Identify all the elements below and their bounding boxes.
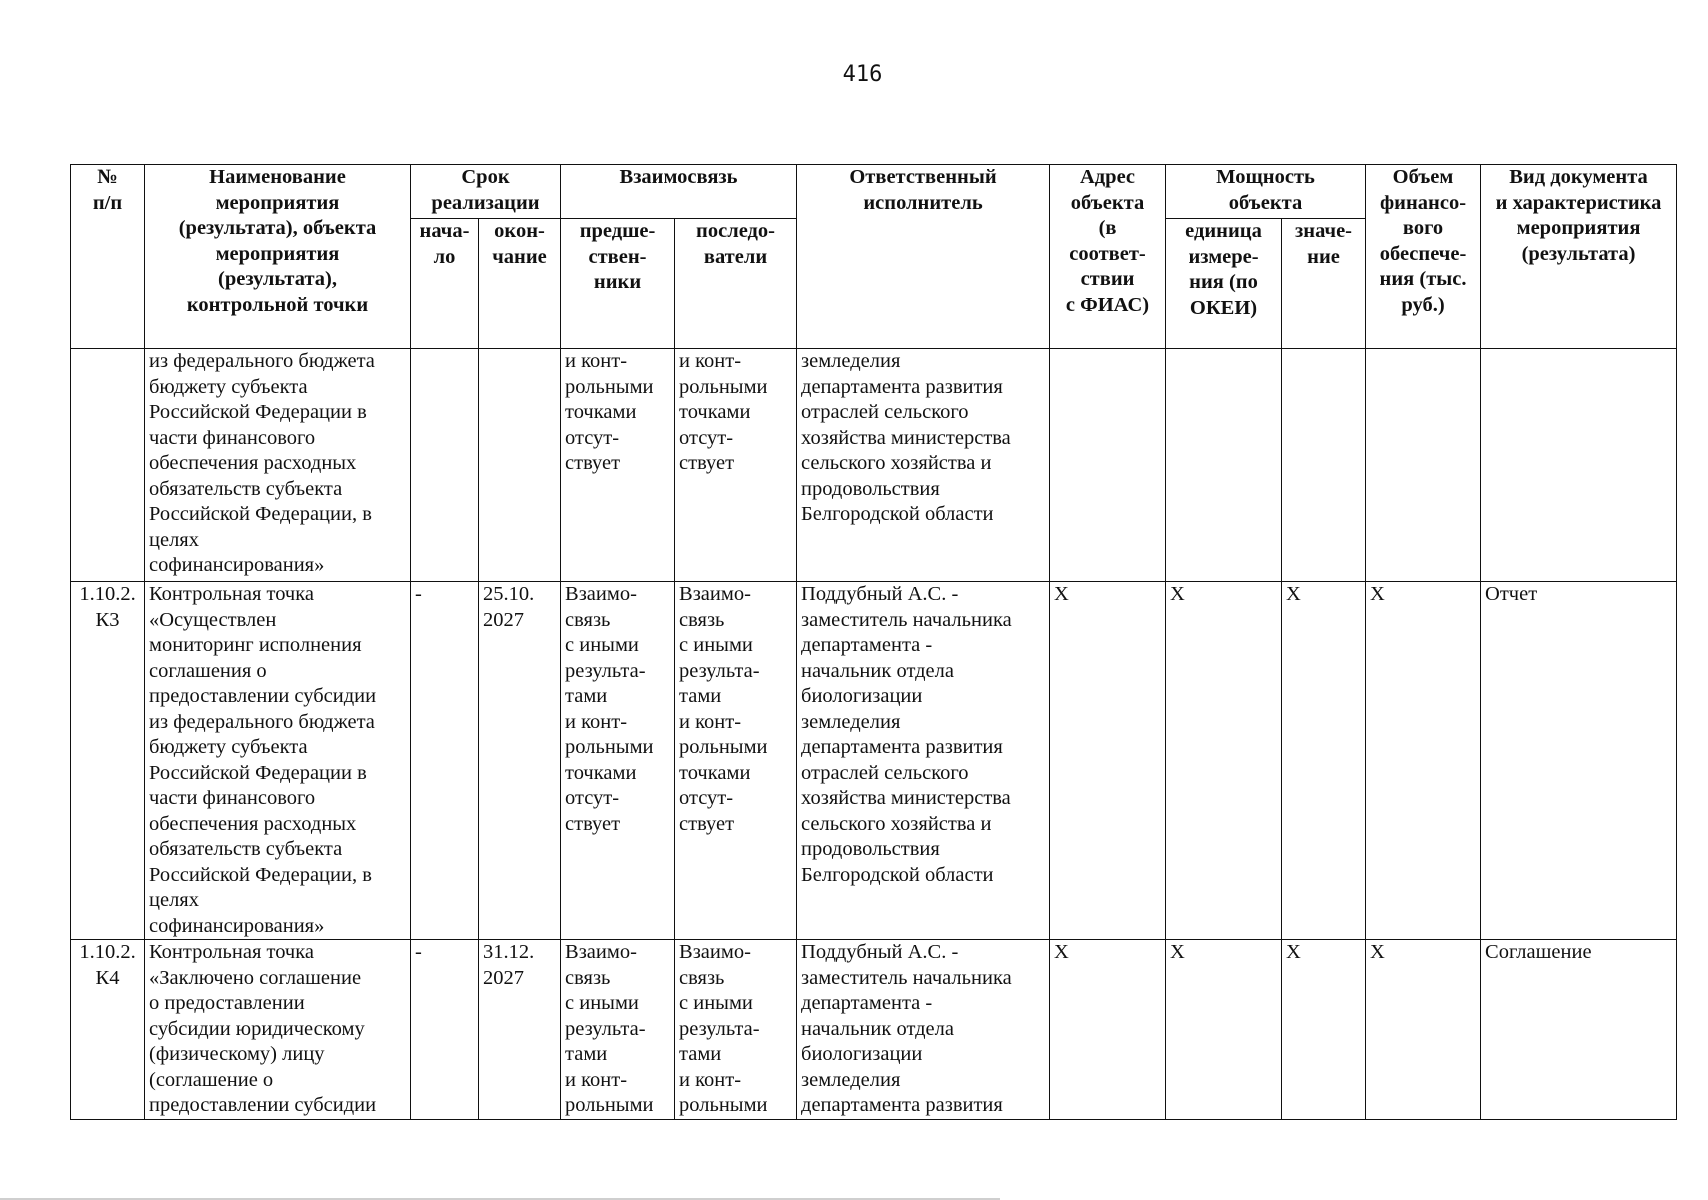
header-term-end: окон- чание xyxy=(479,219,561,349)
cell-prev: Взаимо- связь с иными результа- тами и конт- рольными точками отсут- ствует xyxy=(561,582,675,940)
cell-start: - xyxy=(411,940,479,1120)
header-funding: Объем финансо- вого обеспече- ния (тыс. руб.) xyxy=(1366,165,1481,349)
cell-prev: Взаимо- связь с иными результа- тами и конт- рольными xyxy=(561,940,675,1120)
cell-executor: Поддубный А.С. - заместитель начальника департамента - начальник отдела биологизации земледелия департамента развития отраслей сельского хозяйства министерства сельского хозяйства и продовольствия Белгородской области xyxy=(797,582,1050,940)
cell-name: Контрольная точка «Осуществлен мониторинг исполнения соглашения о предоставлении субсидии из федерального бюджета бюджету субъекта Российской Федерации в части финансового обеспечения расходных обязательств субъекта Российской Федерации, в целях софинансирования» xyxy=(145,582,411,940)
cell-prev: и конт- рольными точками отсут- ствует xyxy=(561,349,675,582)
cell-end: 25.10. 2027 xyxy=(479,582,561,940)
cell-doc: Соглашение xyxy=(1481,940,1677,1120)
header-term: Срок реализации xyxy=(411,165,561,219)
cell-end: 31.12. 2027 xyxy=(479,940,561,1120)
header-link-next: последо- ватели xyxy=(675,219,797,349)
header-capacity: Мощность объекта xyxy=(1166,165,1366,219)
header-address: Адрес объекта (в соответ- ствии с ФИАС) xyxy=(1050,165,1166,349)
cell-doc xyxy=(1481,349,1677,582)
table-row xyxy=(71,582,1677,940)
cell-num: 1.10.2. К4 xyxy=(71,940,145,1120)
cell-num xyxy=(71,349,145,582)
cell-funding: X xyxy=(1366,940,1481,1120)
cell-executor: земледелия департамента развития отраслей сельского хозяйства министерства сельского хозяйства и продовольствия Белгородской области xyxy=(797,349,1050,582)
header-name: Наименование мероприятия (результата), объекта мероприятия (результата), контрольной точки xyxy=(145,165,411,349)
cell-next: Взаимо- связь с иными результа- тами и конт- рольными точками отсут- ствует xyxy=(675,582,797,940)
header-executor: Ответственный исполнитель xyxy=(797,165,1050,349)
measures-table xyxy=(70,164,1677,1120)
cell-address xyxy=(1050,349,1166,582)
header-num: № п/п xyxy=(71,165,145,349)
cell-funding xyxy=(1366,349,1481,582)
cell-value: X xyxy=(1282,940,1366,1120)
cell-executor: Поддубный А.С. - заместитель начальника департамента - начальник отдела биологизации земледелия департамента развития xyxy=(797,940,1050,1120)
header-doc-type: Вид документа и характеристика мероприятия (результата) xyxy=(1481,165,1677,349)
header-capacity-unit: единица измере- ния (по ОКЕИ) xyxy=(1166,219,1282,349)
cell-value: X xyxy=(1282,582,1366,940)
cell-address: X xyxy=(1050,582,1166,940)
cell-start xyxy=(411,349,479,582)
cell-next: и конт- рольными точками отсут- ствует xyxy=(675,349,797,582)
page-number: 416 xyxy=(842,62,883,87)
cell-address: X xyxy=(1050,940,1166,1120)
cell-start: - xyxy=(411,582,479,940)
cell-unit: X xyxy=(1166,940,1282,1120)
header-capacity-value: значе- ние xyxy=(1282,219,1366,349)
cell-end xyxy=(479,349,561,582)
table-row xyxy=(71,940,1677,1120)
cell-name: Контрольная точка «Заключено соглашение о предоставлении субсидии юридическому (физическому) лицу (соглашение о предоставлении субсидии xyxy=(145,940,411,1120)
header-term-start: нача- ло xyxy=(411,219,479,349)
header-link: Взаимосвязь xyxy=(561,165,797,219)
cell-unit: X xyxy=(1166,582,1282,940)
cell-unit xyxy=(1166,349,1282,582)
cell-value xyxy=(1282,349,1366,582)
header-link-prev: предше- ствен- ники xyxy=(561,219,675,349)
cell-next: Взаимо- связь с иными результа- тами и конт- рольными xyxy=(675,940,797,1120)
cell-name: из федерального бюджета бюджету субъекта Российской Федерации в части финансового обеспечения расходных обязательств субъекта Российской Федерации, в целях софинансирования» xyxy=(145,349,411,582)
cell-funding: X xyxy=(1366,582,1481,940)
cell-num: 1.10.2. К3 xyxy=(71,582,145,940)
cell-doc: Отчет xyxy=(1481,582,1677,940)
table-row xyxy=(71,349,1677,582)
